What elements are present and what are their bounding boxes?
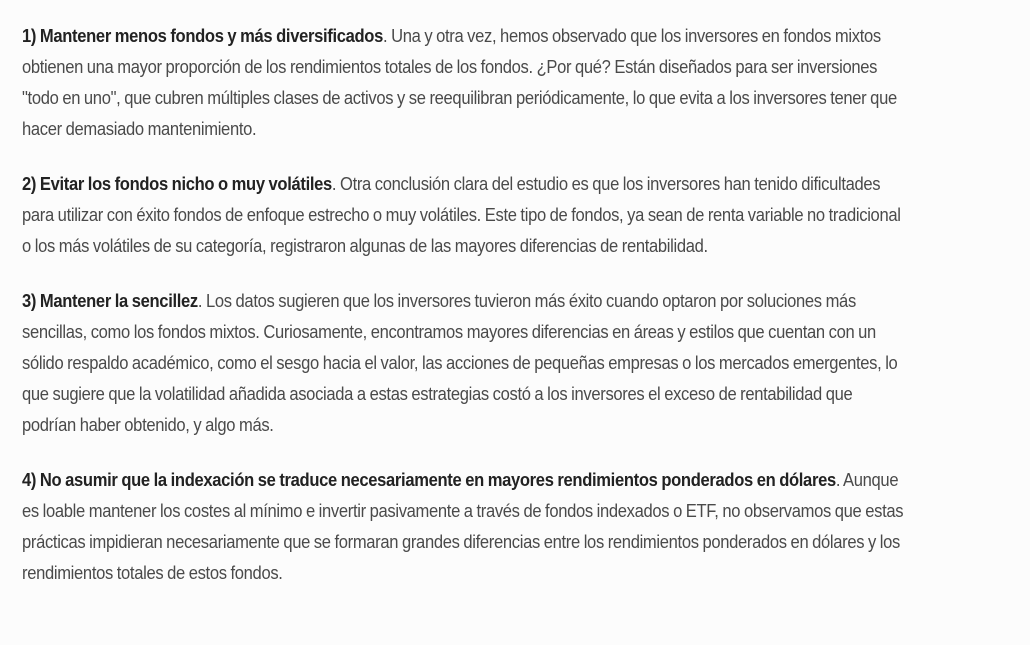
tip-body-4: . Aunque es loable mantener los costes al mínimo e invertir pasivamente a través de fondos indexados o ETF, no observamos que estas prácticas impidieran necesariamente que se formaran grandes diferencias entre los rendimientos ponderados en dólares y los rendimientos totales de estos fondos. (22, 470, 904, 583)
tip-body-1: . Una y otra vez, hemos observado que los inversores en fondos mixtos obtienen una mayor proporción de los rendimientos totales de los fondos. ¿Por qué? Están diseñados para ser inversiones "todo en uno", que cubren múltiples clases de activos y se reequilibran periódicamente, lo que evita a los inversores tener que hacer demasiado mantenimiento. (22, 26, 897, 139)
tip-paragraph-3 (22, 286, 905, 441)
tip-heading-1: 1) Mantener menos fondos y más diversificados (22, 26, 383, 46)
tip-paragraph-1 (22, 21, 905, 145)
tip-paragraph-4 (22, 465, 905, 589)
tip-heading-2: 2) Evitar los fondos nicho o muy volátiles (22, 174, 332, 194)
tip-body-3: . Los datos sugieren que los inversores tuvieron más éxito cuando optaron por soluciones más sencillas, como los fondos mixtos. Curiosamente, encontramos mayores diferencias en áreas y estilos que cuentan con un sólido respaldo académico, como el sesgo hacia el valor, las acciones de pequeñas empresas o los mercados emergentes, lo que sugiere que la volatilidad añadida asociada a estas estrategias costó a los inversores el exceso de rentabilidad que podrían haber obtenido, y algo más. (22, 291, 898, 435)
tip-body-2: . Otra conclusión clara del estudio es que los inversores han tenido dificultades para utilizar con éxito fondos de enfoque estrecho o muy volátiles. Este tipo de fondos, ya sean de renta variable no tradicional o los más volátiles de su categoría, registraron algunas de las mayores diferencias de rentabilidad. (22, 174, 901, 256)
tip-heading-4: 4) No asumir que la indexación se traduce necesariamente en mayores rendimientos ponderados en dólares (22, 470, 836, 490)
article-body (22, 21, 905, 613)
tip-paragraph-2 (22, 169, 905, 262)
tip-heading-3: 3) Mantener la sencillez (22, 291, 198, 311)
